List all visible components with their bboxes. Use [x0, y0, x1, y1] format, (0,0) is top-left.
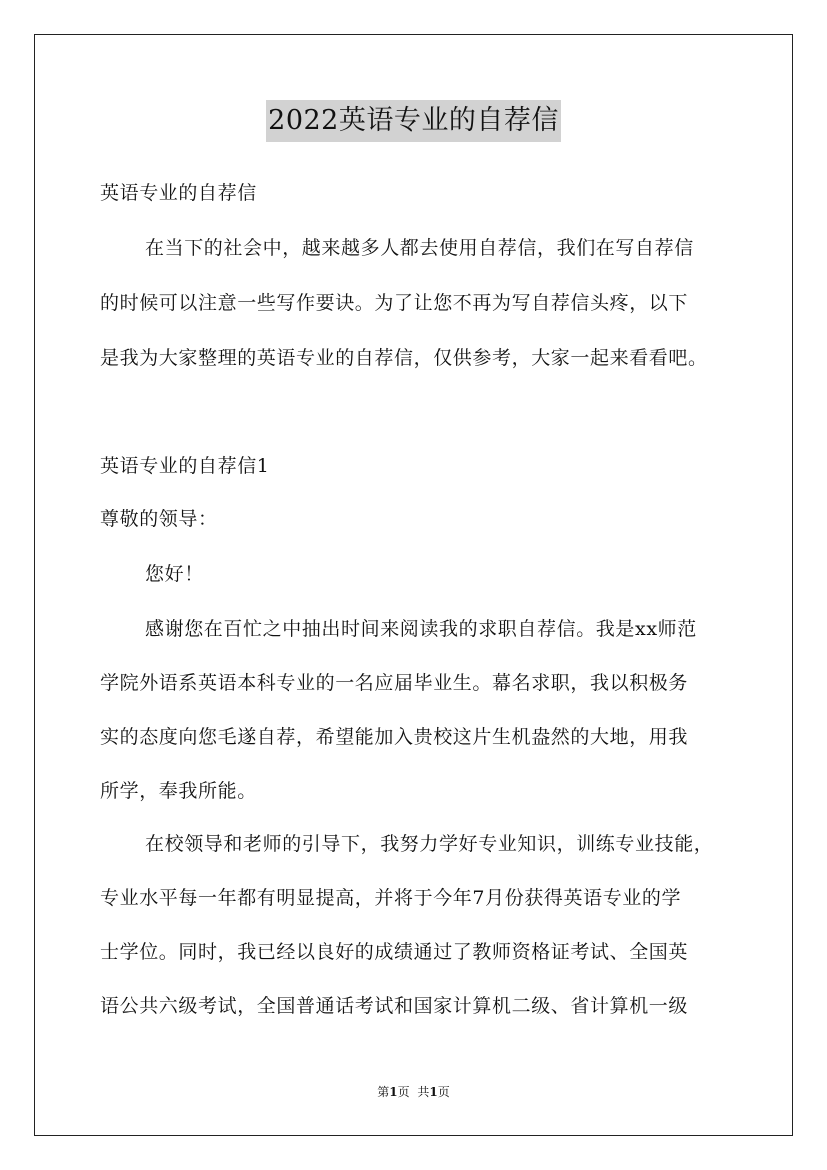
paragraph-line: 的时候可以注意一些写作要诀。为了让您不再为写自荐信头疼，以下	[100, 292, 689, 314]
title-container	[0, 100, 827, 142]
footer-total-number: 1	[429, 1085, 438, 1099]
paragraph-line: 实的态度向您毛遂自荐，希望能加入贵校这片生机盎然的大地，用我	[100, 726, 689, 748]
paragraph-line: 语公共六级考试，全国普通话考试和国家计算机二级、省计算机一级	[100, 995, 689, 1017]
footer-page-number: 1	[389, 1085, 398, 1099]
paragraph-line: 士学位。同时，我已经以良好的成绩通过了教师资格证考试、全国英	[100, 941, 689, 963]
section-heading: 英语专业的自荐信	[100, 182, 257, 204]
greeting: 您好！	[145, 563, 204, 585]
footer-total-prefix: 共	[417, 1085, 430, 1099]
paragraph-line: 在校领导和老师的引导下，我努力学好专业知识，训练专业技能，	[145, 833, 714, 855]
letter-heading: 英语专业的自荐信1	[100, 455, 270, 477]
paragraph-line: 是我为大家整理的英语专业的自荐信，仅供参考，大家一起来看看吧。	[100, 347, 708, 369]
paragraph-line: 在当下的社会中，越来越多人都去使用自荐信，我们在写自荐信	[145, 237, 694, 259]
document-title: 2022英语专业的自荐信	[266, 100, 561, 142]
paragraph-line: 专业水平每一年都有明显提高，并将于今年7月份获得英语专业的学	[100, 887, 682, 909]
footer-total-suffix: 页	[437, 1085, 450, 1099]
footer-page-prefix: 第	[377, 1085, 390, 1099]
salutation: 尊敬的领导：	[100, 508, 218, 530]
paragraph-line: 感谢您在百忙之中抽出时间来阅读我的求职自荐信。我是xx师范	[145, 618, 697, 640]
paragraph-line: 所学，奉我所能。	[100, 780, 257, 802]
page-footer	[0, 1084, 827, 1100]
paragraph-line: 学院外语系英语本科专业的一名应届毕业生。幕名求职，我以积极务	[100, 672, 689, 694]
footer-page-suffix: 页	[397, 1085, 410, 1099]
